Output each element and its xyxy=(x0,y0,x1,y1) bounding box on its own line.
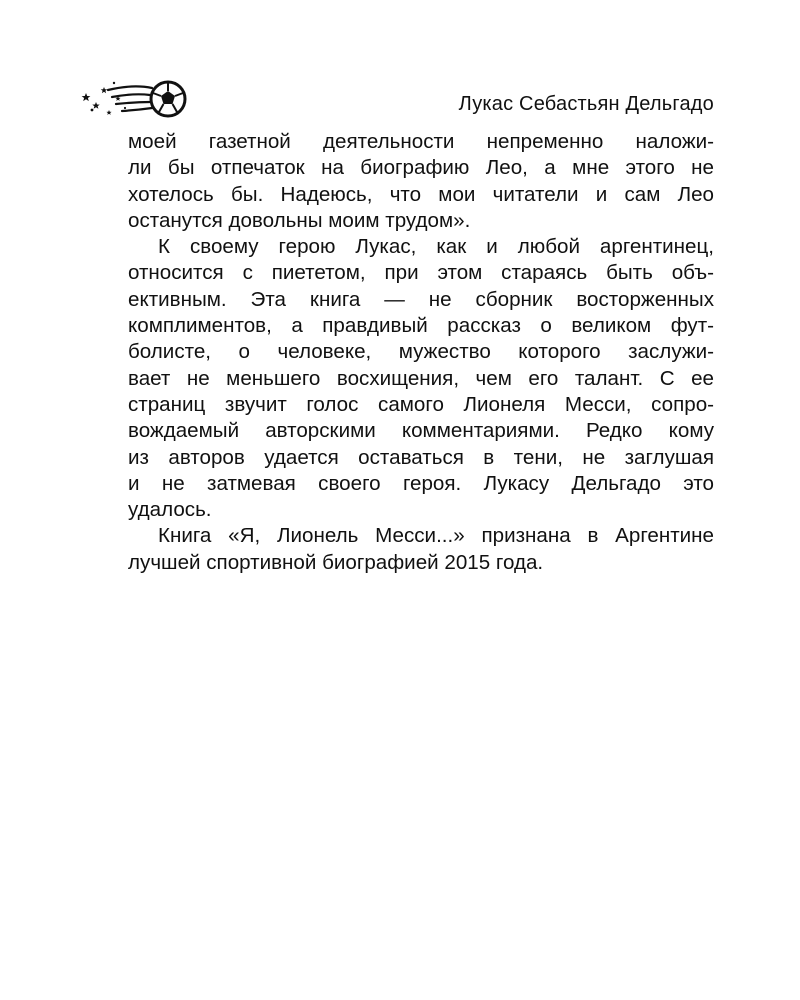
text-line: вает не меньшего восхищения, чем его талант. С ее xyxy=(128,366,714,390)
text-line: из авторов удается оставаться в тени, не заглушая xyxy=(128,445,714,469)
text-line: и не затмевая своего героя. Лукасу Дельгадо это xyxy=(128,471,714,495)
football-with-stars-icon xyxy=(78,78,188,120)
text-line: ективным. Эта книга — не сборник восторженных xyxy=(128,287,714,311)
text-line: относится с пиететом, при этом стараясь быть объ- xyxy=(128,261,714,285)
text-line: Книга «Я, Лионель Месси...» признана в Аргентине xyxy=(158,524,714,548)
text-line: удалось. xyxy=(128,498,212,522)
text-line: К своему герою Лукас, как и любой аргентинец, xyxy=(158,235,714,259)
text-line: останутся довольны моим трудом». xyxy=(128,208,471,232)
text-line: моей газетной деятельности непременно наложи- xyxy=(128,130,714,153)
body-text xyxy=(128,129,714,576)
text-line: лучшей спортивной биографией 2015 года. xyxy=(128,550,544,574)
text-line: вождаемый авторскими комментариями. Редко кому xyxy=(128,419,714,443)
text-line: ли бы отпечаток на биографию Лео, а мне этого не xyxy=(128,156,714,180)
text-line: комплиментов, а правдивый рассказ о великом фут- xyxy=(128,314,714,338)
text-line: болисте, о человеке, мужество которого заслужи- xyxy=(128,340,714,364)
running-head-author: Лукас Себастьян Дельгадо xyxy=(458,93,714,115)
text-line: страниц звучит голос самого Лионеля Месси, сопро- xyxy=(128,392,714,416)
text-line: хотелось бы. Надеюсь, что мои читатели и сам Лео xyxy=(128,182,714,206)
